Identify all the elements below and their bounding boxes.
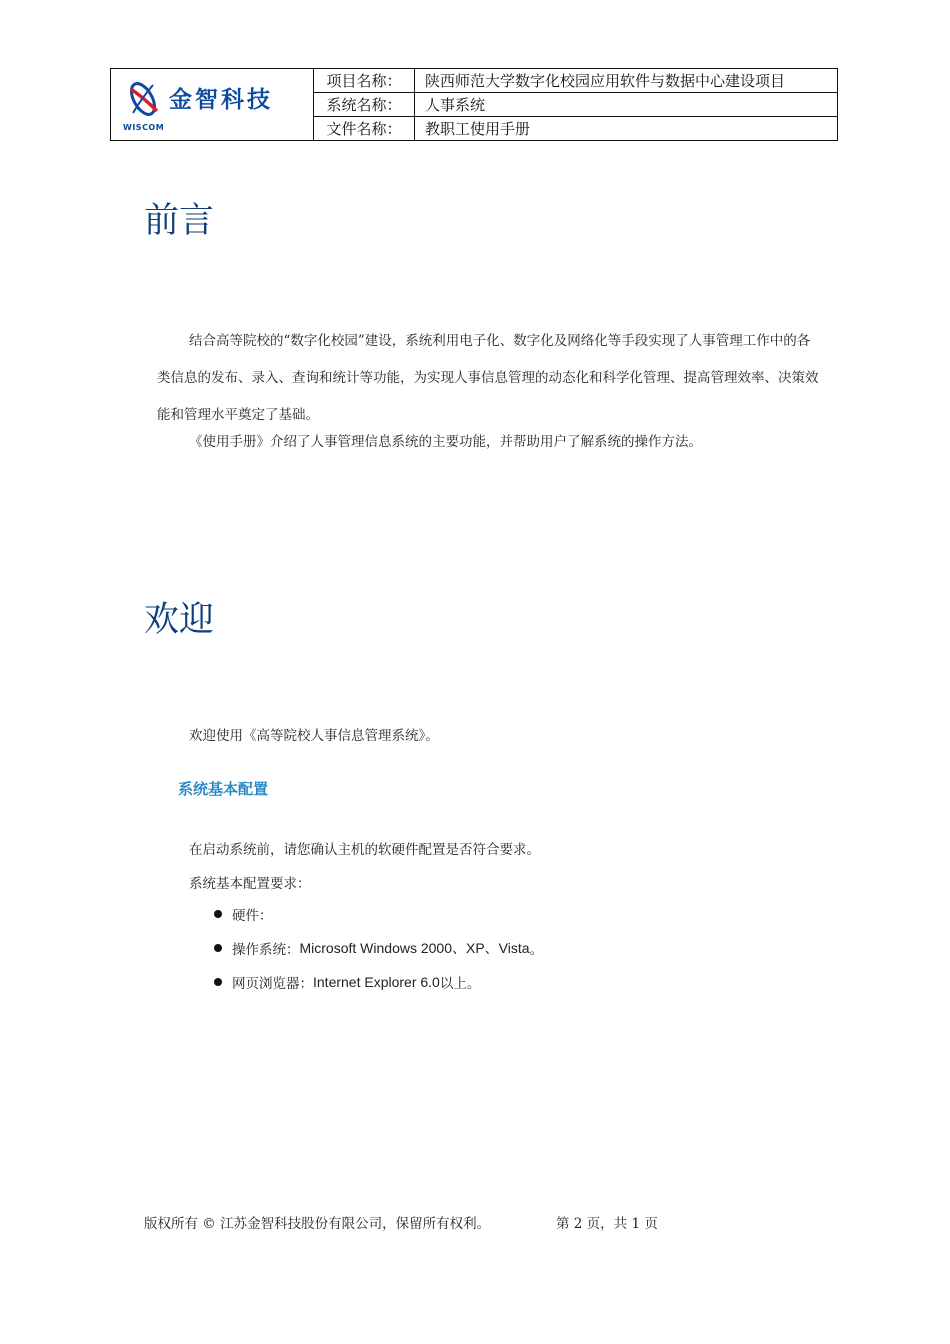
requirement-text: Microsoft Windows 2000、XP、Vista xyxy=(299,940,530,956)
document-header xyxy=(110,68,838,141)
file-name-label: 文件名称： xyxy=(314,117,415,141)
welcome-title: 欢迎 xyxy=(144,600,215,640)
system-name-value: 人事系统 xyxy=(415,93,838,117)
bullet-icon xyxy=(214,910,222,918)
bullet-icon xyxy=(214,978,222,986)
preface-title: 前言 xyxy=(144,201,215,241)
config-intro: 在启动系统前，请您确认主机的软硬件配置是否符合要求。 xyxy=(189,842,540,858)
preface-paragraph-2: 《使用手册》介绍了人事管理信息系统的主要功能，并帮助用户了解系统的操作方法。 xyxy=(189,434,702,450)
project-name-value: 陕西师范大学数字化校园应用软件与数据中心建设项目 xyxy=(415,69,838,93)
footer-copyright: 版权所有 © 江苏金智科技股份有限公司，保留所有权利。 xyxy=(144,1216,491,1232)
project-name-label: 项目名称： xyxy=(314,69,415,93)
requirement-suffix: 以上。 xyxy=(439,976,481,992)
wiscom-logo-icon xyxy=(123,79,165,132)
company-logo xyxy=(123,79,273,132)
logo-cell xyxy=(111,69,314,141)
requirement-text: Internet Explorer 6.0 xyxy=(313,974,440,990)
logo-text: 金智科技 xyxy=(169,87,273,113)
preface-paragraph-1: 结合高等院校的“数字化校园”建设，系统利用电子化、数字化及网络化等手段实现了人事管理工作中的各类信息的发布、录入、查询和统计等功能，为实现人事信息管理的动态化和科学化管理、提高管理效率、决策效能和管理水平奠定了基础。 xyxy=(157,333,819,423)
config-requirements-label: 系统基本配置要求： xyxy=(189,876,311,892)
requirement-item-os xyxy=(214,938,543,958)
file-name-value: 教职工使用手册 xyxy=(415,117,838,141)
config-section-title: 系统基本配置 xyxy=(178,780,269,798)
system-name-label: 系统名称： xyxy=(314,93,415,117)
requirement-prefix: 操作系统： xyxy=(232,942,300,958)
requirement-prefix: 网页浏览器： xyxy=(232,976,313,992)
requirement-suffix: 。 xyxy=(529,942,544,958)
bullet-icon xyxy=(214,944,222,952)
requirement-item-hardware xyxy=(214,904,273,924)
footer-page-number: 第 2 页，共 1 页 xyxy=(556,1216,658,1232)
welcome-text: 欢迎使用《高等院校人事信息管理系统》。 xyxy=(189,728,439,744)
requirement-prefix: 硬件： xyxy=(232,908,273,924)
requirement-item-browser xyxy=(214,972,480,992)
logo-subtitle: WISCOM xyxy=(123,123,165,132)
